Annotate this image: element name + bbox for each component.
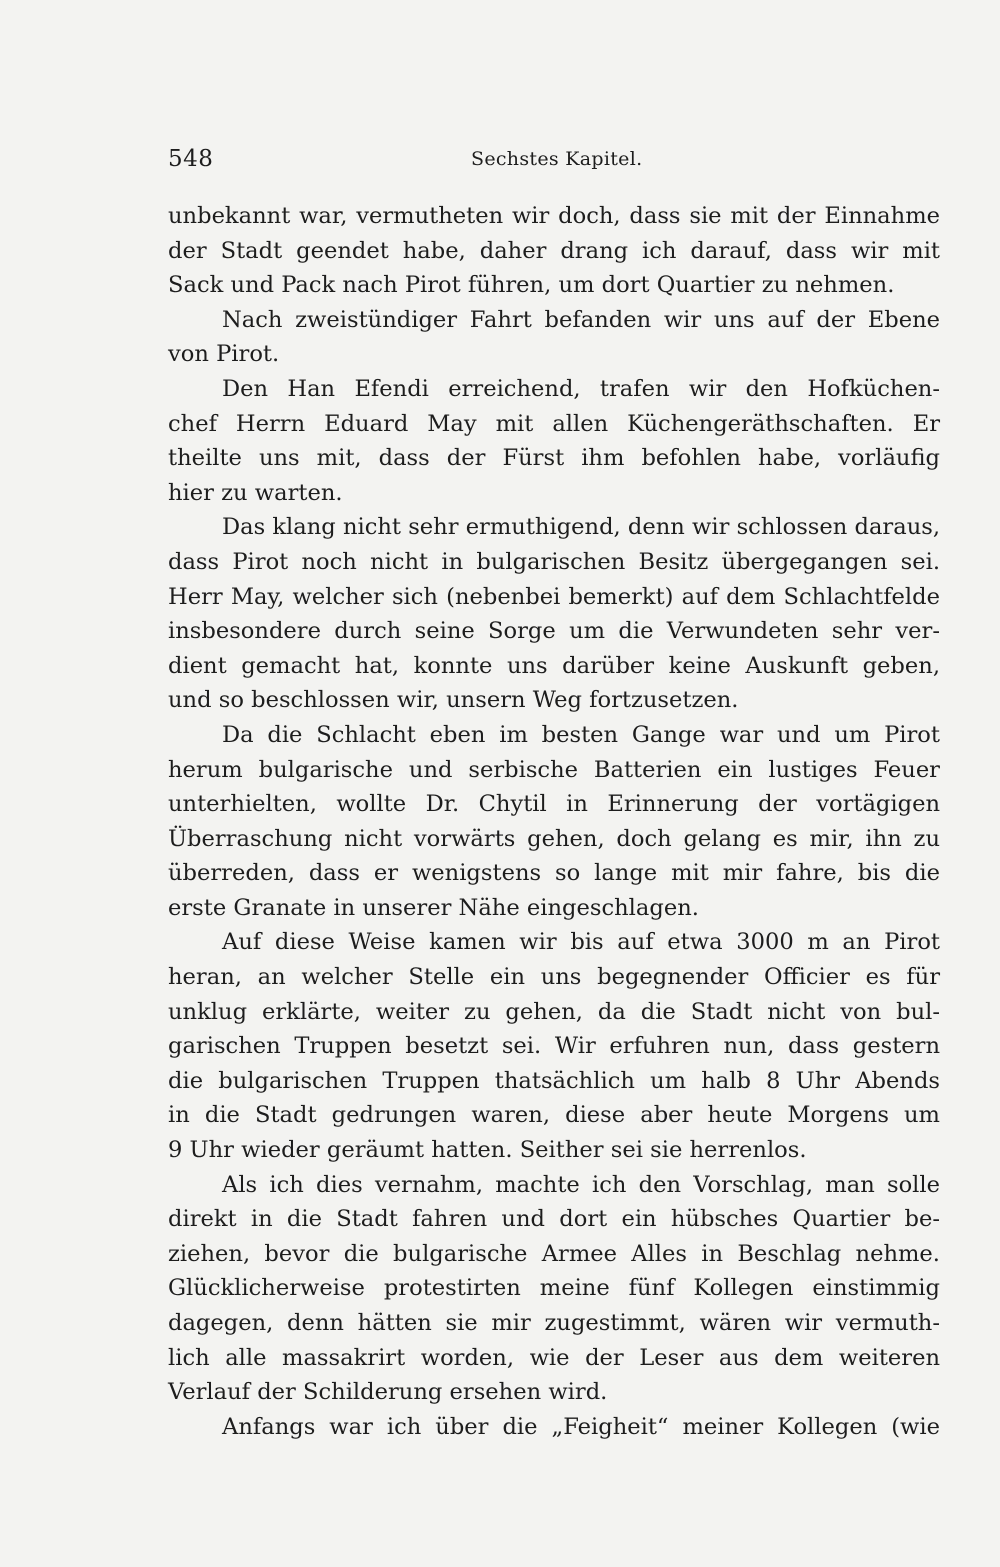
text-line: Da die Schlacht eben im besten Gange war und um Pirot <box>222 721 940 748</box>
text-line: garischen Truppen besetzt sei. Wir erfuhren nun, dass gestern <box>168 1033 940 1060</box>
text-line: Anfangs war ich über die „Feigheit“ meiner Kollegen (wie <box>222 1413 940 1440</box>
text-line: Verlauf der Schilderung ersehen wird. <box>168 1379 608 1406</box>
text-line: von Pirot. <box>168 341 280 368</box>
text-line: dient gemacht hat, konnte uns darüber keine Auskunft geben, <box>168 652 940 679</box>
text-line: chef Herrn Eduard May mit allen Küchengeräthschaften. Er <box>168 410 940 437</box>
text-line: heran, an welcher Stelle ein uns begegnender Officier es für <box>168 964 940 991</box>
text-line: 9 Uhr wieder geräumt hatten. Seither sei sie herrenlos. <box>168 1137 807 1164</box>
text-line: unklug erklärte, weiter zu gehen, da die Stadt nicht von bul- <box>168 998 940 1025</box>
text-line: Den Han Efendi erreichend, trafen wir den Hofküchen- <box>222 375 940 402</box>
text-line: Glücklicherweise protestirten meine fünf Kollegen einstimmig <box>168 1275 940 1302</box>
text-line: Überraschung nicht vorwärts gehen, doch gelang es mir, ihn zu <box>168 825 940 852</box>
text-line: in die Stadt gedrungen waren, diese aber heute Morgens um <box>168 1102 940 1129</box>
text-line: dagegen, denn hätten sie mir zugestimmt, wären wir vermuth- <box>168 1310 940 1336</box>
text-line: Nach zweistündiger Fahrt befanden wir uns auf der Ebene <box>222 306 940 333</box>
running-head <box>168 146 940 178</box>
text-line: herum bulgarische und serbische Batterien ein lustiges Feuer <box>168 756 940 783</box>
text-line: Herr May, welcher sich (nebenbei bemerkt) auf dem Schlachtfelde <box>168 583 940 610</box>
text-line: Als ich dies vernahm, machte ich den Vorschlag, man solle <box>222 1171 940 1198</box>
text-line: erste Granate in unserer Nähe eingeschlagen. <box>168 894 699 921</box>
chapter-title: Sechstes Kapitel. <box>471 148 643 170</box>
text-line: und so beschlossen wir, unsern Weg fortzusetzen. <box>168 687 739 714</box>
text-line: hier zu warten. <box>168 479 343 506</box>
text-line: der Stadt geendet habe, daher drang ich darauf, dass wir mit <box>168 237 940 264</box>
text-line: dass Pirot noch nicht in bulgarischen Besitz übergegangen sei. <box>168 548 940 575</box>
text-line: insbesondere durch seine Sorge um die Verwundeten sehr ver- <box>168 618 940 645</box>
text-line: unterhielten, wollte Dr. Chytil in Erinnerung der vortägigen <box>168 791 940 818</box>
text-line: lich alle massakrirt worden, wie der Leser aus dem weiteren <box>168 1344 940 1371</box>
text-line: Das klang nicht sehr ermuthigend, denn wir schlossen daraus, <box>222 514 941 541</box>
text-line: ziehen, bevor die bulgarische Armee Alles in Beschlag nehme. <box>168 1240 940 1267</box>
page-number: 548 <box>168 146 214 172</box>
body-text <box>168 199 940 1444</box>
text-line: theilte uns mit, dass der Fürst ihm befohlen habe, vorläufig <box>168 445 940 472</box>
text-line: Auf diese Weise kamen wir bis auf etwa 3000 m an Pirot <box>222 929 940 956</box>
text-line: Sack und Pack nach Pirot führen, um dort Quartier zu nehmen. <box>168 272 895 299</box>
text-line: unbekannt war, vermutheten wir doch, dass sie mit der Einnahme <box>168 203 940 229</box>
text-line: die bulgarischen Truppen thatsächlich um halb 8 Uhr Abends <box>168 1067 940 1094</box>
text-line: überreden, dass er wenigstens so lange mit mir fahre, bis die <box>168 860 940 887</box>
text-line: direkt in die Stadt fahren und dort ein hübsches Quartier be- <box>168 1206 940 1233</box>
